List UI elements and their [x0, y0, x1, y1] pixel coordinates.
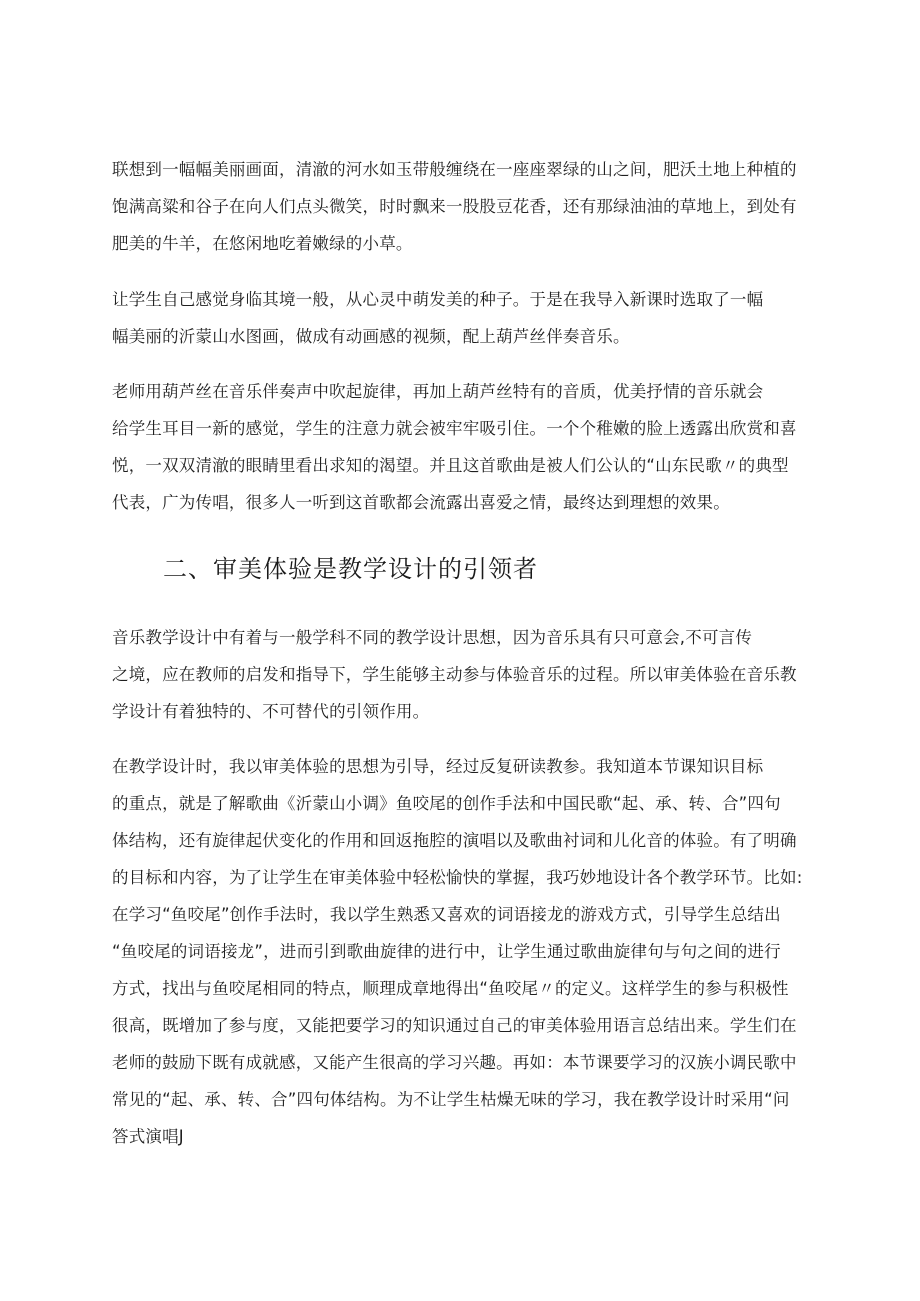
section-heading: 二、审美体验是教学设计的引领者 — [163, 555, 538, 583]
paragraph-1 — [112, 151, 812, 262]
paragraph-line: 让学生自己感觉身临其境一般，从心灵中萌发美的种子。于是在我导入新课时选取了一幅 — [112, 290, 764, 309]
paragraph-5 — [112, 748, 812, 1155]
paragraph-line: 代表，广为传唱，很多人一听到这首歌都会流露出喜爱之情，最终达到理想的效果。 — [112, 493, 730, 512]
paragraph-line: 答式演唱J — [112, 1127, 184, 1146]
paragraph-line: 幅美丽的沂蒙山水图画，做成有动画感的视频，配上葫芦丝伴奏音乐。 — [112, 327, 630, 346]
paragraph-line: 常见的“起、承、转、合”四句体结构。为不让学生枯燥无味的学习，我在教学设计时采用“问 — [112, 1090, 790, 1109]
paragraph-line: 之境，应在教师的启发和指导下，学生能够主动参与体验音乐的过程。所以审美体验在音乐教 — [112, 665, 797, 684]
paragraph-line: 的重点，就是了解歌曲《沂蒙山小调》鱼咬尾的创作手法和中国民歌“起、承、转、合”四句 — [112, 794, 781, 813]
paragraph-line: 学设计有着独特的、不可替代的引领作用。 — [112, 702, 430, 721]
paragraph-line: 联想到一幅幅美丽画面，清澈的河水如玉带般缠绕在一座座翠绿的山之间，肥沃土地上种植的 — [112, 160, 797, 179]
paragraph-line: 老师的鼓励下既有成就感，又能产生很高的学习兴趣。再如：本节课要学习的汉族小调民歌中 — [112, 1053, 797, 1072]
paragraph-line: “鱼咬尾的词语接龙”，进而引到歌曲旋律的进行中，让学生通过歌曲旋律句与句之间的进行 — [112, 942, 781, 961]
paragraph-line: 很高，既增加了参与度，又能把要学习的知识通过自己的审美体验用语言总结出来。学生们在 — [112, 1016, 797, 1035]
paragraph-3 — [112, 373, 812, 521]
paragraph-line: 饱满高粱和谷子在向人们点头微笑，时时飘来一股股豆花香，还有那绿油油的草地上，到处有 — [112, 197, 797, 216]
paragraph-line: 悦，一双双清澈的眼睛里看出求知的渴望。并且这首歌曲是被人们公认的“山东民歌〃的典型 — [112, 456, 789, 475]
paragraph-line: 在教学设计时，我以审美体验的思想为引导，经过反复研读教参。我知道本节课知识目标 — [112, 757, 764, 776]
paragraph-line: 肥美的牛羊，在悠闲地吃着嫩绿的小草。 — [112, 234, 413, 253]
paragraph-line: 体结构，还有旋律起伏变化的作用和回返拖腔的演唱以及歌曲衬词和儿化音的体验。有了明确 — [112, 831, 797, 850]
paragraph-line: 的目标和内容，为了让学生在审美体验中轻松愉快的掌握，我巧妙地设计各个教学环节。比如: — [112, 868, 803, 887]
paragraph-line: 音乐教学设计中有着与一般学科不同的教学设计思想，因为音乐具有只可意会,不可言传 — [112, 628, 753, 647]
paragraph-line: 在学习“鱼咬尾”创作手法时，我以学生熟悉又喜欢的词语接龙的游戏方式，引导学生总结出 — [112, 905, 781, 924]
paragraph-line: 老师用葫芦丝在音乐伴奏声中吹起旋律，再加上葫芦丝特有的音质，优美抒情的音乐就会 — [112, 382, 764, 401]
paragraph-line: 方式，找出与鱼咬尾相同的特点，顺理成章地得出“鱼咬尾〃的定义。这样学生的参与积极性 — [112, 979, 789, 998]
paragraph-4 — [112, 619, 812, 730]
paragraph-line: 给学生耳目一新的感觉，学生的注意力就会被牢牢吸引住。一个个稚嫩的脸上透露出欣赏和喜 — [112, 419, 797, 438]
paragraph-2 — [112, 281, 812, 355]
